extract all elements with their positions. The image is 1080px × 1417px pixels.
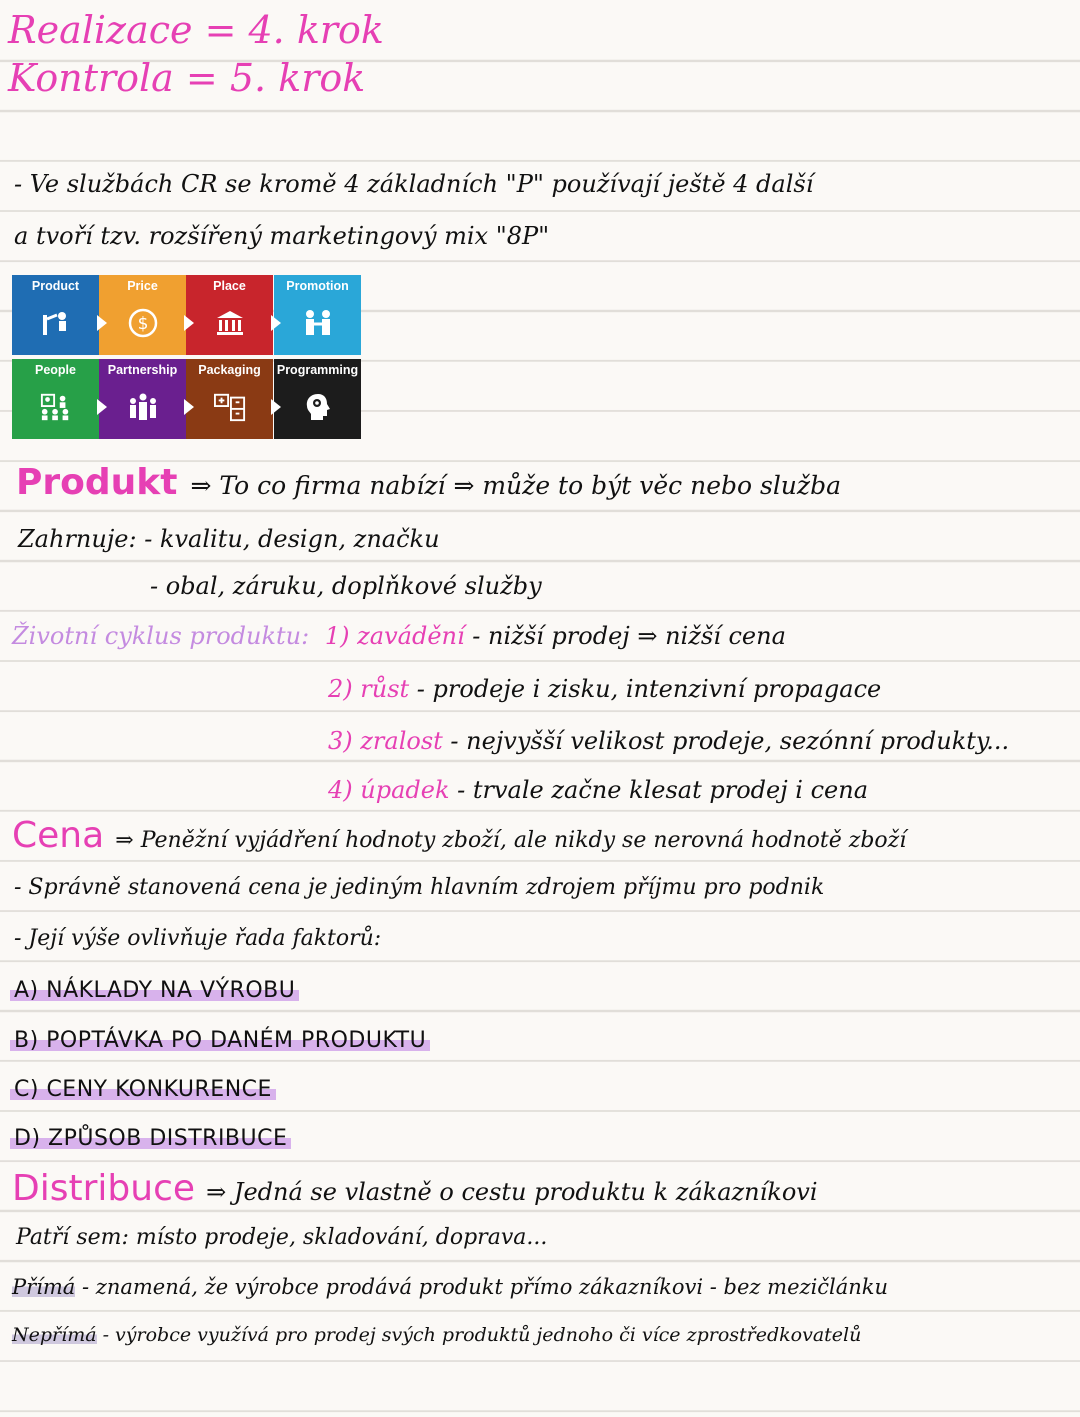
mix-label-price: Price [127,279,158,293]
arrow-right-icon [271,315,281,331]
bank-icon [214,307,246,339]
presenter-icon [40,307,72,339]
brain-icon [302,391,334,423]
distribuce-prima-row [12,1275,888,1299]
marketing-mix-8p-graphic [12,275,361,439]
stage-4-name: 4) úpadek [328,776,450,804]
title-kontrola: Kontrola = 5. krok [8,56,366,100]
distribuce-definition: ⇒ Jedná se vlastně o cestu produktu k zákazníkovi [206,1178,818,1206]
mix-label-place: Place [213,279,246,293]
produkt-heading: Produkt [16,462,178,503]
mix-label-product: Product [31,279,80,293]
prima-label: Přímá [12,1275,76,1299]
mix-label-partnership: Partnership [107,363,178,377]
distribuce-neprima-row [12,1324,861,1346]
produkt-zahrnuje: Zahrnuje: - kvalitu, design, značku [18,525,440,553]
produkt-stage-3-row [328,727,1009,755]
mix-cell-product [12,275,99,355]
mix-label-programming: Programming [276,363,359,377]
cena-line-1: - Správně stanovená cena je jediným hlavním zdrojem příjmu pro podnik [14,875,825,900]
cena-definition: ⇒ Peněžní vyjádření hodnoty zboží, ale nikdy se nerovná hodnotě zboží [115,828,907,853]
prima-text: - znamená, že výrobce prodává produkt přímo zákazníkovi - bez mezičlánku [82,1275,889,1299]
stage-1-name: 1) zavádění [324,622,465,650]
stage-3-text: - nejvyšší velikost prodeje, sezónní produkty... [450,727,1010,755]
mix-cell-promotion [274,275,361,355]
arrow-right-icon [271,399,281,415]
dollar-icon [127,307,159,339]
produkt-zahrnuje-2: - obal, záruku, doplňkové služby [150,572,542,600]
arrow-right-icon [184,315,194,331]
mix-label-promotion: Promotion [286,279,349,293]
mix-cell-partnership [99,359,186,439]
arrow-right-icon [97,315,107,331]
boxes-icon [214,391,246,423]
lifecycle-label: Životní cyklus produktu: [12,622,310,650]
cena-factor-a: A) NÁKLADY NA VÝROBU [10,978,299,1003]
title-realizace: Realizace = 4. krok [8,8,384,52]
distribuce-heading: Distribuce [12,1168,196,1209]
cena-heading: Cena [12,815,105,856]
stage-1-text: - nižší prodej ⇒ nižší cena [472,622,786,650]
intro-line-2: a tvoří tzv. rozšířený marketingový mix "8P" [14,222,550,250]
produkt-stage-2-row [328,675,881,703]
distribuce-patri: Patří sem: místo prodeje, skladování, doprava... [16,1225,548,1250]
distribuce-row [12,1168,818,1209]
produkt-stage-1-row [12,622,786,650]
arrow-right-icon [97,399,107,415]
mix-label-packaging: Packaging [198,363,261,377]
produkt-definition: ⇒ To co firma nabízí ⇒ může to být věc nebo služba [190,471,841,500]
neprima-label: Nepřímá [12,1324,97,1346]
mix-cell-price [99,275,186,355]
stage-3-name: 3) zralost [328,727,443,755]
svg-text:$: $ [137,314,149,334]
cena-factor-d: D) ZPŮSOB DISTRIBUCE [10,1126,291,1151]
produkt-stage-4-row [328,776,868,804]
cena-factor-b: B) POPTÁVKA PO DANÉM PRODUKTU [10,1028,430,1053]
mix-cell-place [186,275,273,355]
cena-factor-c: C) CENY KONKURENCE [10,1077,276,1102]
produkt-row [16,462,841,503]
mix-cell-people [12,359,99,439]
arrow-right-icon [184,399,194,415]
mix-cell-packaging [186,359,273,439]
handshake-icon [302,307,334,339]
cena-line-2: - Její výše ovlivňuje řada faktorů: [14,926,382,951]
neprima-text: - výrobce využívá pro prodej svých produktů jednoho či více zprostředkovatelů [102,1324,862,1346]
stage-2-name: 2) růst [328,675,410,703]
people-icon [40,391,72,423]
group-icon [127,391,159,423]
mix-label-people: People [35,363,76,377]
mix-cell-programming [274,359,361,439]
cena-row [12,815,906,856]
intro-line-1: - Ve službách CR se kromě 4 základních "P" používají ještě 4 další [14,170,814,198]
stage-4-text: - trvale začne klesat prodej i cena [457,776,869,804]
stage-2-text: - prodeje i zisku, intenzivní propagace [416,675,882,703]
